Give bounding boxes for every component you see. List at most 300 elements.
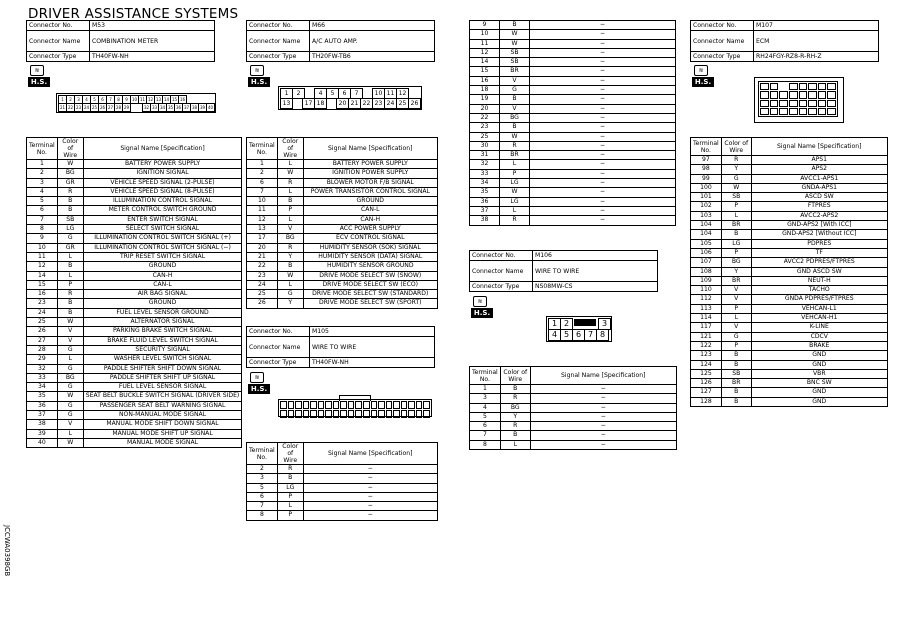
signal-cell: PASSENGER SEAT BELT WARNING SIGNAL [83, 401, 242, 410]
color-cell: GR [57, 243, 83, 252]
signal-cell: GND ASCD SW [751, 267, 887, 276]
signal-cell: ACC POWER SUPPLY [303, 225, 437, 234]
table-row [27, 392, 242, 401]
signal-cell: K-LINE [751, 323, 887, 332]
pin-cell: 20 [336, 98, 349, 109]
terminal-cell: 2 [247, 169, 278, 178]
color-cell: R [277, 178, 303, 187]
table-row [27, 243, 242, 252]
terminal-cell: 105 [691, 239, 722, 248]
signal-cell: GND [751, 397, 887, 406]
pin-cell: 26 [408, 98, 421, 109]
signal-cell: TRIP RESET SWITCH SIGNAL [83, 252, 242, 261]
color-cell: W [721, 183, 751, 192]
color-cell: Y [277, 252, 303, 261]
signal-cell: ILLUMINATION CONTROL SIGNAL [83, 197, 242, 206]
connector-info-table [469, 250, 658, 292]
color-cell: W [277, 271, 303, 280]
table-row [27, 364, 242, 373]
signal-cell: AVCC2 PDPRES/FTPRES [751, 258, 887, 267]
color-cell: R [57, 187, 83, 196]
signal-cell: HUMIDITY SENSOR (SOK) SIGNAL [303, 243, 437, 252]
color-cell: L [57, 429, 83, 438]
color-cell: P [277, 511, 303, 520]
signal-cell: PARKING BRAKE SWITCH SIGNAL [83, 327, 242, 336]
color-cell: R [500, 394, 530, 403]
pin-cell: 32 [143, 105, 150, 110]
pin-cell: 7 [584, 329, 597, 341]
table-row [691, 156, 888, 165]
terminal-cell: 3 [247, 474, 278, 483]
table-row [691, 332, 888, 341]
terminal-cell: 35 [470, 188, 500, 197]
terminal-cell: 23 [247, 271, 278, 280]
color-cell: LG [57, 225, 83, 234]
signal-cell: CAN-H [303, 215, 437, 224]
pin-cell: 25 [91, 105, 98, 110]
color-cell: W [500, 39, 530, 48]
table-row [247, 225, 438, 234]
signal-cell: VEHCAN-H1 [751, 314, 887, 323]
pin-cell: 28 [115, 105, 122, 110]
terminal-cell: 107 [691, 258, 722, 267]
table-row [247, 243, 438, 252]
signal-cell: ALTERNATOR SIGNAL [83, 318, 242, 327]
connector-info-table [246, 326, 435, 368]
terminal-cell: 23 [27, 299, 58, 308]
connector-name-value: WIRE TO WIRE [533, 261, 658, 282]
pin-cell: 40 [207, 105, 214, 110]
terminal-cell: 25 [470, 132, 500, 141]
terminal-cell: 37 [470, 206, 500, 215]
table-row [247, 234, 438, 243]
signal-cell: − [530, 394, 676, 403]
terminal-cell: 7 [247, 187, 278, 196]
connector-m106 [469, 250, 658, 292]
color-cell: B [277, 262, 303, 271]
connector-name-value: ECM [754, 31, 879, 52]
terminal-table-m105 [246, 442, 438, 521]
terminal-cell: 16 [27, 290, 58, 299]
color-cell: BG [500, 113, 530, 122]
signal-cell: BATTERY POWER SUPPLY [303, 160, 437, 169]
color-cell: SB [500, 48, 530, 57]
terminal-cell: 18 [470, 86, 500, 95]
terminal-cell: 31 [470, 151, 500, 160]
signal-cell: BRAKE FLUID LEVEL SWITCH SIGNAL [83, 336, 242, 345]
table-row [247, 290, 438, 299]
signal-cell: ENTER SWITCH SIGNAL [83, 215, 242, 224]
pin-cell: 22 [67, 105, 74, 110]
signal-cell: GROUND [83, 262, 242, 271]
label-connector-no: Connector No. [247, 21, 310, 31]
color-cell: BG [57, 169, 83, 178]
document-code: JCCWA0398GB [3, 525, 11, 577]
color-cell: V [500, 104, 530, 113]
terminal-cell: 4 [470, 403, 501, 412]
terminal-cell: 7 [470, 431, 501, 440]
color-cell: G [500, 86, 530, 95]
table-row [247, 502, 438, 511]
pin-cell: 4 [548, 329, 561, 341]
table-row [691, 369, 888, 378]
terminal-cell: 11 [470, 39, 500, 48]
label-connector-name: Connector Name [470, 261, 533, 282]
signal-cell: SECURITY SIGNAL [83, 345, 242, 354]
pin-row [58, 95, 214, 103]
signal-cell: FUEL LEVEL SENSOR GROUND [83, 308, 242, 317]
color-cell: L [277, 215, 303, 224]
terminal-cell: 125 [691, 369, 722, 378]
table-row [691, 258, 888, 267]
table-row [27, 215, 242, 224]
terminal-cell: 114 [691, 314, 722, 323]
table-row [691, 360, 888, 369]
signal-cell: − [530, 67, 676, 76]
terminal-cell: 2 [27, 169, 58, 178]
signal-cell: − [530, 440, 676, 449]
table-row [470, 160, 676, 169]
pin-cell: 13 [155, 97, 162, 102]
table-row [470, 113, 676, 122]
color-cell: LG [721, 239, 751, 248]
color-cell: L [721, 314, 751, 323]
color-cell: W [500, 132, 530, 141]
terminal-cell: 103 [691, 211, 722, 220]
signal-cell: CAN-L [303, 206, 437, 215]
signal-cell: − [530, 141, 676, 150]
color-cell: L [57, 271, 83, 280]
table-row [247, 206, 438, 215]
table-row [470, 431, 677, 440]
pin-cell: 11 [139, 97, 146, 102]
table-row [247, 178, 438, 187]
color-cell: B [57, 206, 83, 215]
signal-cell: GND [751, 360, 887, 369]
header-color: Color of Wire [277, 138, 303, 160]
terminal-cell: 9 [27, 234, 58, 243]
terminal-cell: 30 [470, 141, 500, 150]
table-row [691, 211, 888, 220]
pin-cell: 10 [372, 88, 385, 99]
terminal-cell: 36 [470, 197, 500, 206]
color-cell: G [721, 174, 751, 183]
signal-cell: SEAT BELT BUCKLE SWITCH SIGNAL (DRIVER SIDE) [83, 392, 242, 401]
header-color: Color of Wire [721, 138, 751, 156]
terminal-cell: 126 [691, 379, 722, 388]
color-cell: B [721, 388, 751, 397]
terminal-cell: 5 [247, 483, 278, 492]
table-row [27, 420, 242, 429]
table-row [470, 216, 676, 225]
color-cell: W [57, 392, 83, 401]
color-cell: Y [277, 299, 303, 308]
pin-cell: 1 [58, 95, 67, 104]
color-cell: BG [57, 373, 83, 382]
signal-cell: AVCC1-APS1 [751, 174, 887, 183]
terminal-cell: 38 [27, 420, 58, 429]
label-connector-type: Connector Type [247, 358, 310, 368]
terminal-cell: 26 [27, 327, 58, 336]
terminal-cell: 6 [27, 206, 58, 215]
color-cell: B [721, 351, 751, 360]
connector-m66-face [278, 86, 422, 110]
connector-no-value: M105 [310, 327, 435, 337]
color-cell: G [57, 401, 83, 410]
signal-cell: GROUND [83, 299, 242, 308]
color-cell: V [57, 420, 83, 429]
color-cell: P [57, 280, 83, 289]
color-cell: L [57, 355, 83, 364]
signal-cell: − [303, 483, 437, 492]
table-row [27, 383, 242, 392]
terminal-cell: 124 [691, 360, 722, 369]
pin-row [280, 98, 420, 108]
pin-cell: 2 [292, 88, 305, 99]
terminal-cell: 128 [691, 397, 722, 406]
signal-cell: NEUT-H [751, 276, 887, 285]
header-color: Color of Wire [277, 443, 303, 465]
terminal-cell: 34 [470, 179, 500, 188]
color-cell: P [721, 248, 751, 257]
signal-cell: − [530, 403, 676, 412]
pin-cell: 14 [163, 97, 170, 102]
color-cell: SB [500, 58, 530, 67]
pin-row [548, 318, 610, 329]
color-cell: Y [721, 267, 751, 276]
color-cell: B [500, 431, 530, 440]
pin-cell: 36 [175, 105, 182, 110]
table-row [27, 345, 242, 354]
signal-cell: − [530, 76, 676, 85]
pin-cell: 5 [90, 95, 99, 104]
terminal-cell: 97 [691, 156, 722, 165]
color-cell: G [721, 332, 751, 341]
color-cell: R [277, 465, 303, 474]
signal-cell: GND [751, 388, 887, 397]
color-cell: V [721, 286, 751, 295]
signal-cell: GND-APS2 [Without ICC] [751, 230, 887, 239]
signal-cell: MANUAL MODE SHIFT UP SIGNAL [83, 429, 242, 438]
signal-cell: GROUND [303, 197, 437, 206]
harness-side-icon: ≋ H.S. [28, 65, 54, 85]
signal-cell: AVCC2-APS2 [751, 211, 887, 220]
table-header [247, 138, 438, 160]
table-header [691, 138, 888, 156]
connector-name-value: WIRE TO WIRE [310, 337, 435, 358]
terminal-cell: 34 [27, 383, 58, 392]
signal-cell: TACHO [751, 286, 887, 295]
pin-cell: 24 [83, 105, 90, 110]
color-cell: V [57, 327, 83, 336]
terminal-cell: 25 [247, 290, 278, 299]
table-row [691, 397, 888, 406]
terminal-cell: 24 [27, 308, 58, 317]
color-cell: B [277, 474, 303, 483]
terminal-cell: 8 [470, 440, 501, 449]
terminal-cell: 99 [691, 174, 722, 183]
table-row [691, 221, 888, 230]
color-cell: L [277, 502, 303, 511]
harness-side-icon: ≋ H.S. [471, 296, 497, 316]
table-row [247, 483, 438, 492]
signal-cell: − [530, 151, 676, 160]
terminal-cell: 9 [470, 21, 500, 30]
table-header [27, 138, 242, 160]
signal-cell: GNDA-APS1 [751, 183, 887, 192]
color-cell: BR [500, 151, 530, 160]
terminal-cell: 109 [691, 276, 722, 285]
table-row [691, 174, 888, 183]
terminal-cell: 20 [470, 104, 500, 113]
header-terminal-no: Terminal No. [247, 138, 278, 160]
table-row [691, 202, 888, 211]
pin-cell: 18 [314, 98, 327, 109]
signal-cell: VBR [751, 369, 887, 378]
color-cell: V [57, 336, 83, 345]
color-cell: B [57, 299, 83, 308]
table-row [470, 422, 677, 431]
signal-cell: AIR BAG SIGNAL [83, 290, 242, 299]
terminal-cell: 5 [470, 412, 501, 421]
color-cell: B [500, 123, 530, 132]
signal-cell: BATTERY POWER SUPPLY [83, 160, 242, 169]
color-cell: B [57, 197, 83, 206]
terminal-cell: 20 [247, 243, 278, 252]
pin-cell: 16 [179, 97, 186, 102]
pin-cell: 4 [314, 88, 327, 99]
color-cell: BG [721, 258, 751, 267]
color-cell: P [721, 341, 751, 350]
table-row [27, 327, 242, 336]
header-color: Color of Wire [57, 138, 83, 160]
color-cell: GR [57, 178, 83, 187]
color-cell: B [721, 230, 751, 239]
connector-m66 [246, 20, 435, 62]
table-row [691, 304, 888, 313]
signal-cell: − [530, 422, 676, 431]
connector-m105 [246, 326, 435, 368]
signal-cell: − [303, 511, 437, 520]
harness-side-icon: ≋ H.S. [692, 65, 718, 85]
pin-cell: 3 [598, 318, 611, 330]
label-connector-type: Connector Type [470, 282, 533, 292]
color-cell: L [277, 280, 303, 289]
table-row [247, 280, 438, 289]
terminal-cell: 26 [247, 299, 278, 308]
color-cell: G [57, 411, 83, 420]
color-cell: SB [57, 215, 83, 224]
color-cell: Y [500, 412, 530, 421]
connector-type-value: RH24FGY-RZ8-R-RH-Z [754, 52, 879, 62]
label-connector-type: Connector Type [27, 52, 90, 62]
terminal-cell: 121 [691, 332, 722, 341]
pin-cell: 1 [280, 88, 293, 99]
table-row [247, 197, 438, 206]
color-cell: P [277, 206, 303, 215]
connector-name-value: A/C AUTO AMP. [310, 31, 435, 52]
terminal-cell: 32 [470, 160, 500, 169]
pin-cell: 29 [123, 105, 130, 110]
header-color: Color of Wire [500, 367, 530, 385]
color-cell: G [277, 290, 303, 299]
pin-cell: 2 [66, 95, 75, 104]
color-cell: P [277, 492, 303, 501]
signal-cell: METER CONTROL SWITCH GROUND [83, 206, 242, 215]
terminal-cell: 12 [27, 262, 58, 271]
pin-cell: 6 [572, 329, 585, 341]
table-row [247, 492, 438, 501]
table-row [470, 21, 676, 30]
signal-cell: ASCD SW [751, 193, 887, 202]
table-row [470, 179, 676, 188]
signal-cell: − [530, 48, 676, 57]
color-cell: BR [721, 276, 751, 285]
signal-cell: CDCV [751, 332, 887, 341]
header-signal: Signal Name [Specification] [303, 443, 437, 465]
terminal-cell: 27 [27, 336, 58, 345]
connector-no-value: M107 [754, 21, 879, 31]
terminal-cell: 12 [247, 215, 278, 224]
terminal-cell: 104 [691, 221, 722, 230]
table-row [470, 76, 676, 85]
table-row [470, 141, 676, 150]
pin-cell: 2 [560, 318, 573, 330]
color-cell: LG [500, 197, 530, 206]
color-cell: P [721, 304, 751, 313]
terminal-cell: 1 [27, 160, 58, 169]
color-cell: SB [721, 193, 751, 202]
signal-cell: DRIVE MODE SELECT SW (STANDARD) [303, 290, 437, 299]
table-row [691, 183, 888, 192]
table-row [691, 165, 888, 174]
table-header [470, 367, 677, 385]
pin-cell: 6 [98, 95, 107, 104]
signal-cell: FUEL LEVEL SENSOR SIGNAL [83, 383, 242, 392]
signal-cell: TF [751, 248, 887, 257]
table-row [691, 314, 888, 323]
header-terminal-no: Terminal No. [247, 443, 278, 465]
terminal-cell: 102 [691, 202, 722, 211]
connector-m107 [690, 20, 879, 62]
pin-cell: 8 [596, 329, 609, 341]
table-row [470, 197, 676, 206]
table-row [691, 276, 888, 285]
pin-row [280, 88, 420, 98]
signal-cell: GNDA PDPRES/FTPRES [751, 295, 887, 304]
signal-cell: ILLUMINATION CONTROL SWITCH SIGNAL (−) [83, 243, 242, 252]
table-row [27, 318, 242, 327]
table-row [247, 215, 438, 224]
label-connector-no: Connector No. [691, 21, 754, 31]
pin-cell: 26 [99, 105, 106, 110]
header-signal: Signal Name [Specification] [83, 138, 242, 160]
signal-cell: − [530, 95, 676, 104]
terminal-cell: 32 [27, 364, 58, 373]
signal-cell: POWER TRANSISTOR CONTROL SIGNAL [303, 187, 437, 196]
table-row [27, 355, 242, 364]
pin-cell: 1 [548, 318, 561, 330]
signal-cell: − [530, 412, 676, 421]
signal-cell: ILLUMINATION CONTROL SWITCH SIGNAL (+) [83, 234, 242, 243]
connector-type-value: TH40FW-NH [90, 52, 215, 62]
table-row [691, 193, 888, 202]
terminal-cell: 25 [27, 318, 58, 327]
terminal-cell: 39 [27, 429, 58, 438]
table-row [691, 230, 888, 239]
pin-cell: 13 [280, 98, 293, 109]
color-cell: G [57, 345, 83, 354]
